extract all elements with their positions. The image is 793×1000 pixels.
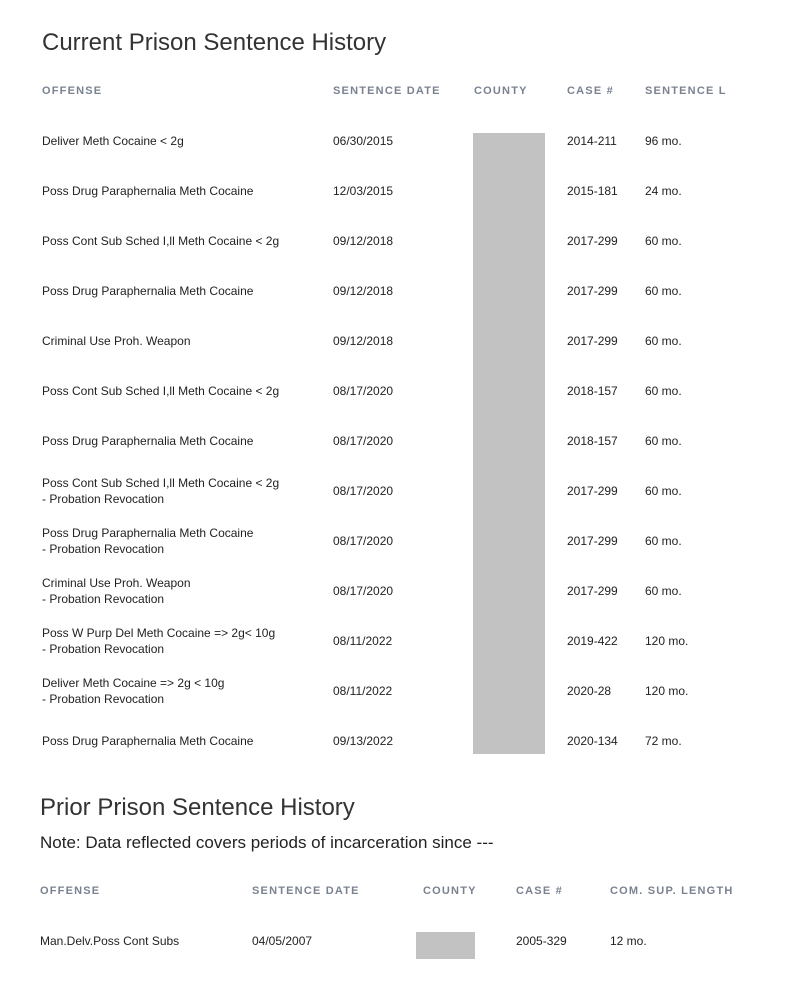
header-offense: OFFENSE (42, 85, 103, 97)
sentence-length-cell: 60 mo. (645, 534, 682, 548)
prior-sentence-date-cell: 04/05/2007 (252, 934, 313, 948)
prior-history-note: Note: Data reflected covers periods of incarceration since --- (40, 833, 494, 852)
header-sentence-length: SENTENCE L (645, 85, 727, 97)
sentence-date-cell: 09/12/2018 (333, 334, 394, 348)
case-number-cell: 2020-134 (567, 734, 618, 748)
case-number-cell: 2017-299 (567, 284, 618, 298)
offense-cell (42, 525, 253, 557)
prior-history-title: Prior Prison Sentence History (40, 794, 355, 821)
prior-case-number-cell: 2005-329 (516, 934, 567, 948)
header-county: COUNTY (474, 85, 528, 97)
sentence-date-cell: 08/17/2020 (333, 434, 394, 448)
prior-com-sup-length-cell: 12 mo. (610, 934, 647, 948)
offense-cell (42, 675, 224, 707)
sentence-date-cell: 08/17/2020 (333, 534, 394, 548)
sentence-date-cell: 08/17/2020 (333, 484, 394, 498)
case-number-cell: 2017-299 (567, 584, 618, 598)
offense-cell (42, 233, 279, 249)
sentence-length-cell: 60 mo. (645, 434, 682, 448)
case-number-cell: 2014-211 (567, 134, 617, 148)
header-case: CASE # (567, 85, 614, 97)
prior-county-redaction (416, 932, 475, 959)
offense-text: Criminal Use Proh. Weapon (42, 576, 191, 590)
offense-text: Poss W Purp Del Meth Cocaine => 2g< 10g (42, 626, 276, 640)
prior-header-com-sup-length: COM. SUP. LENGTH (610, 885, 734, 897)
sentence-length-cell: 60 mo. (645, 484, 682, 498)
sentence-length-cell: 120 mo. (645, 634, 689, 648)
offense-note: - Probation Revocation (42, 692, 165, 706)
sentence-date-cell: 12/03/2015 (333, 184, 394, 198)
offense-cell (42, 383, 279, 399)
sentence-length-cell: 60 mo. (645, 384, 682, 398)
sentence-length-cell: 24 mo. (645, 184, 682, 198)
sentence-length-cell: 60 mo. (645, 234, 682, 248)
offense-cell (42, 475, 279, 507)
sentence-length-cell: 60 mo. (645, 284, 682, 298)
offense-note: - Probation Revocation (42, 542, 165, 556)
case-number-cell: 2017-299 (567, 334, 618, 348)
sentence-date-cell: 08/11/2022 (333, 634, 393, 648)
case-number-cell: 2017-299 (567, 484, 618, 498)
sentence-date-cell: 09/12/2018 (333, 284, 394, 298)
sentence-length-cell: 60 mo. (645, 334, 682, 348)
offense-cell (42, 283, 253, 299)
sentence-length-cell: 96 mo. (645, 134, 682, 148)
case-number-cell: 2018-157 (567, 434, 618, 448)
prior-header-county: COUNTY (423, 885, 477, 897)
case-number-cell: 2020-28 (567, 684, 612, 698)
offense-text: Poss Cont Sub Sched I,ll Meth Cocaine < 2g (42, 476, 280, 490)
prior-header-case: CASE # (516, 885, 563, 897)
offense-text: Deliver Meth Cocaine => 2g < 10g (42, 676, 225, 690)
case-number-cell: 2017-299 (567, 534, 618, 548)
offense-note: - Probation Revocation (42, 642, 165, 656)
case-number-cell: 2015-181 (567, 184, 618, 198)
offense-text: Poss Cont Sub Sched I,ll Meth Cocaine < 2g (42, 234, 280, 248)
prior-offense-cell: Man.Delv.Poss Cont Subs (40, 934, 180, 948)
offense-text: Poss Drug Paraphernalia Meth Cocaine (42, 184, 254, 198)
case-number-cell: 2018-157 (567, 384, 618, 398)
case-number-cell: 2017-299 (567, 234, 618, 248)
sentence-length-cell: 72 mo. (645, 734, 682, 748)
header-sentence-date: SENTENCE DATE (333, 85, 441, 97)
prior-header-sentence-date: SENTENCE DATE (252, 885, 360, 897)
offense-text: Poss Cont Sub Sched I,ll Meth Cocaine < 2g (42, 384, 280, 398)
sentence-date-cell: 08/17/2020 (333, 384, 394, 398)
sentence-length-cell: 120 mo. (645, 684, 689, 698)
offense-text: Poss Drug Paraphernalia Meth Cocaine (42, 734, 254, 748)
offense-note: - Probation Revocation (42, 592, 165, 606)
sentence-length-cell: 60 mo. (645, 584, 682, 598)
offense-cell (42, 433, 253, 449)
sentence-date-cell: 08/11/2022 (333, 684, 393, 698)
sentence-date-cell: 06/30/2015 (333, 134, 394, 148)
current-history-title: Current Prison Sentence History (42, 29, 387, 56)
offense-cell (42, 575, 191, 607)
offense-cell (42, 733, 253, 749)
offense-text: Poss Drug Paraphernalia Meth Cocaine (42, 434, 254, 448)
case-number-cell: 2019-422 (567, 634, 618, 648)
offense-cell (42, 333, 191, 349)
offense-text: Poss Drug Paraphernalia Meth Cocaine (42, 526, 254, 540)
sentence-date-cell: 09/12/2018 (333, 234, 394, 248)
offense-text: Poss Drug Paraphernalia Meth Cocaine (42, 284, 254, 298)
offense-cell (42, 625, 275, 657)
prior-header-offense: OFFENSE (40, 885, 101, 897)
offense-cell (42, 183, 253, 199)
offense-text: Criminal Use Proh. Weapon (42, 334, 191, 348)
sentence-date-cell: 09/13/2022 (333, 734, 394, 748)
county-redaction (473, 133, 545, 754)
offense-text: Deliver Meth Cocaine < 2g (42, 134, 184, 148)
offense-cell (42, 133, 184, 149)
sentence-date-cell: 08/17/2020 (333, 584, 394, 598)
offense-note: - Probation Revocation (42, 492, 165, 506)
